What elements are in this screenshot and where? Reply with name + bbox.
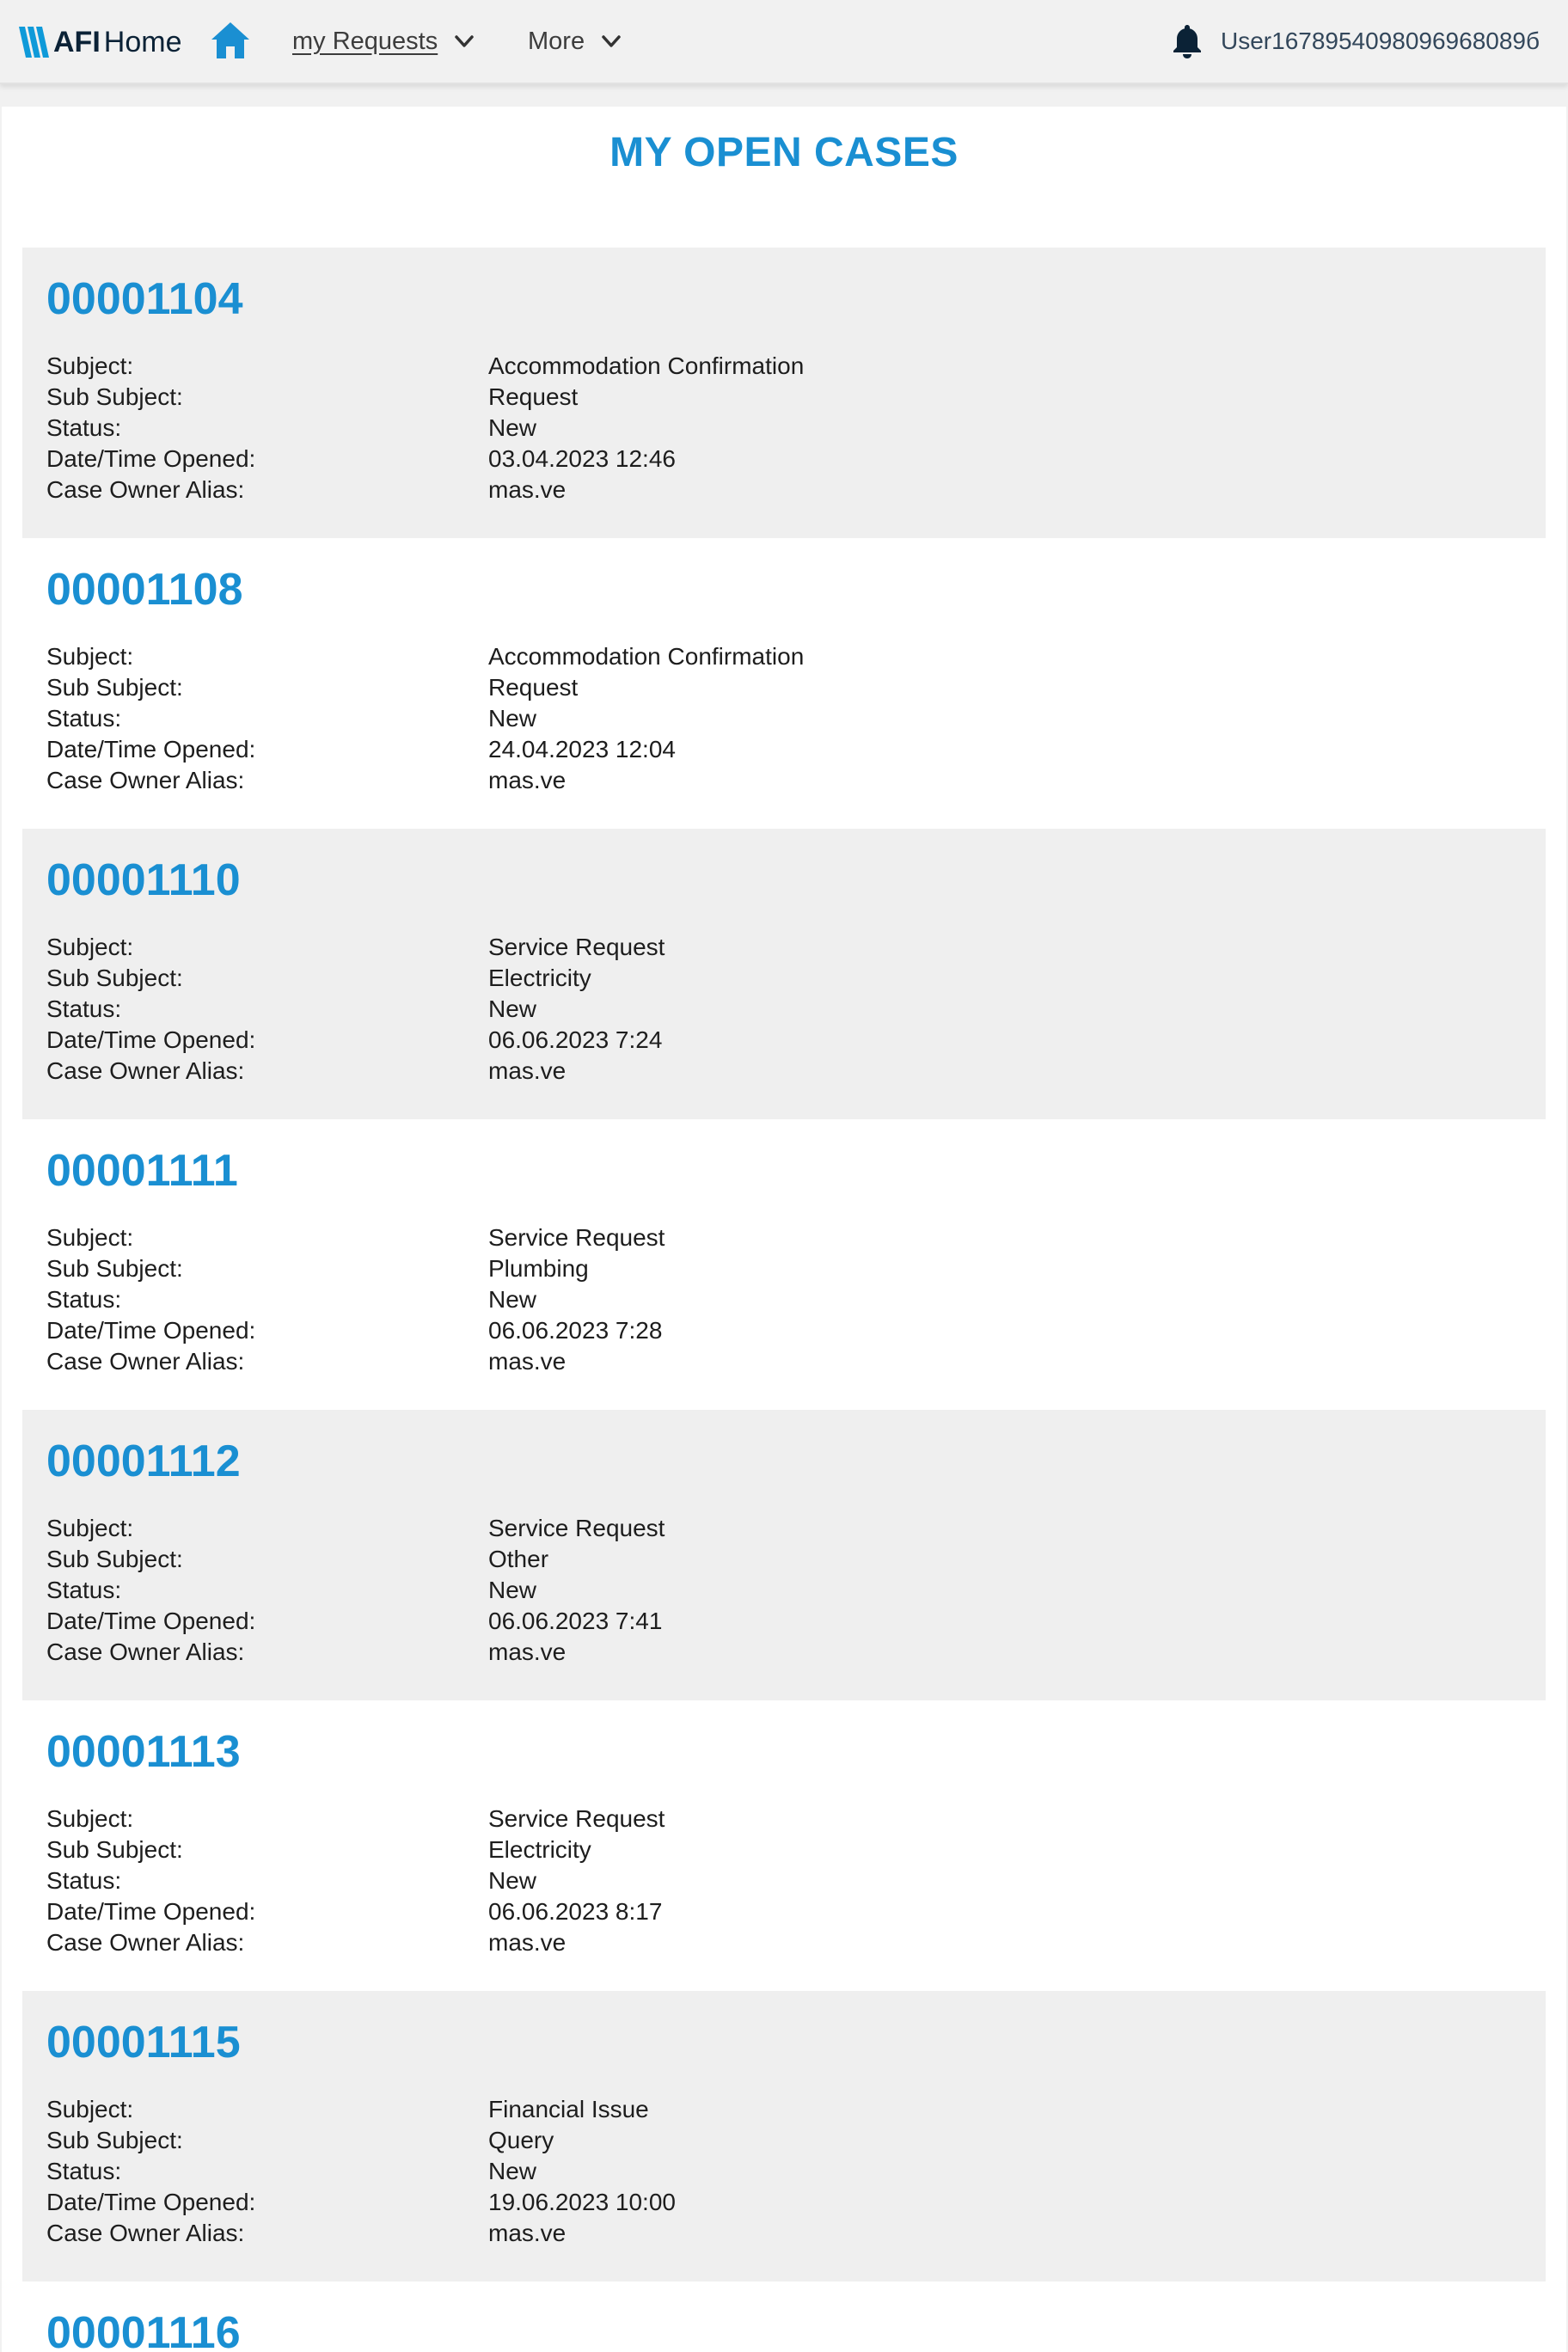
case-number-link[interactable]: 00001116 <box>46 2308 241 2352</box>
user-name[interactable]: User1678954098096968089б <box>1221 28 1540 54</box>
field-row-status <box>46 994 1508 1025</box>
chevron-down-icon <box>600 30 622 52</box>
owner-label: Case Owner Alias: <box>46 2220 245 2246</box>
sub-subject-value: Electricity <box>488 1836 591 1863</box>
owner-label: Case Owner Alias: <box>46 1348 245 1375</box>
field-row-sub-subject <box>46 1834 1508 1865</box>
top-navigation-bar <box>0 0 1568 84</box>
field-row-subject <box>46 2094 1508 2125</box>
opened-value: 24.04.2023 12:04 <box>488 736 676 763</box>
status-label: Status: <box>46 1867 122 1894</box>
status-value: New <box>488 1867 537 1894</box>
field-row-status <box>46 1575 1508 1606</box>
field-row-owner <box>46 1637 1508 1668</box>
owner-label: Case Owner Alias: <box>46 476 245 503</box>
case-card <box>22 248 1546 538</box>
field-row-opened <box>46 1606 1508 1637</box>
nav-more[interactable] <box>528 24 622 58</box>
sub-subject-value: Request <box>488 383 579 410</box>
field-row-status <box>46 2156 1508 2187</box>
field-row-status <box>46 1284 1508 1315</box>
status-label: Status: <box>46 2158 122 2184</box>
case-number-link[interactable]: 00001113 <box>46 1727 241 1777</box>
status-label: Status: <box>46 1286 122 1313</box>
field-row-owner <box>46 1927 1508 1958</box>
case-card <box>22 829 1546 1119</box>
case-fields <box>46 1222 1508 1377</box>
chevron-down-icon <box>453 30 475 52</box>
owner-label: Case Owner Alias: <box>46 1057 245 1084</box>
owner-label: Case Owner Alias: <box>46 767 245 793</box>
sub-subject-value: Other <box>488 1546 549 1572</box>
sub-subject-label: Sub Subject: <box>46 965 183 991</box>
owner-value: mas.ve <box>488 1057 567 1084</box>
sub-subject-label: Sub Subject: <box>46 1546 183 1572</box>
afi-logo-icon <box>19 25 50 59</box>
field-row-opened <box>46 1896 1508 1927</box>
status-value: New <box>488 705 537 732</box>
case-card <box>22 1700 1546 1991</box>
status-label: Status: <box>46 995 122 1022</box>
case-fields <box>46 351 1508 505</box>
field-row-subject <box>46 1513 1508 1544</box>
case-fields <box>46 932 1508 1087</box>
field-row-owner <box>46 475 1508 505</box>
case-card <box>22 1991 1546 2282</box>
opened-label: Date/Time Opened: <box>46 445 256 472</box>
logo-home-text: Home <box>103 26 182 58</box>
owner-value: mas.ve <box>488 476 567 503</box>
case-number-link[interactable]: 00001110 <box>46 855 241 905</box>
owner-value: mas.ve <box>488 2220 567 2246</box>
subject-value: Accommodation Confirmation <box>488 643 805 670</box>
opened-value: 19.06.2023 10:00 <box>488 2189 676 2215</box>
field-row-opened <box>46 734 1508 765</box>
opened-label: Date/Time Opened: <box>46 1898 256 1925</box>
owner-value: mas.ve <box>488 1348 567 1375</box>
status-label: Status: <box>46 414 122 441</box>
field-row-sub-subject <box>46 2125 1508 2156</box>
status-value: New <box>488 2158 537 2184</box>
field-row-owner <box>46 1346 1508 1377</box>
owner-value: mas.ve <box>488 767 567 793</box>
status-value: New <box>488 1286 537 1313</box>
case-number-link[interactable]: 00001115 <box>46 2018 241 2067</box>
case-number-link[interactable]: 00001104 <box>46 274 243 324</box>
case-card <box>22 1119 1546 1410</box>
opened-value: 06.06.2023 7:24 <box>488 1026 663 1053</box>
field-row-subject <box>46 1804 1508 1834</box>
subject-label: Subject: <box>46 643 134 670</box>
subject-value: Service Request <box>488 1515 665 1541</box>
subject-label: Subject: <box>46 352 134 379</box>
subject-value: Service Request <box>488 1805 665 1832</box>
field-row-status <box>46 413 1508 444</box>
field-row-sub-subject <box>46 1544 1508 1575</box>
nav-my-requests-label: my Requests <box>292 28 438 55</box>
field-row-status <box>46 1865 1508 1896</box>
sub-subject-label: Sub Subject: <box>46 383 183 410</box>
case-card <box>22 538 1546 829</box>
opened-value: 06.06.2023 7:28 <box>488 1317 663 1344</box>
nav-my-requests[interactable] <box>292 24 475 58</box>
opened-label: Date/Time Opened: <box>46 2189 256 2215</box>
status-label: Status: <box>46 705 122 732</box>
field-row-opened <box>46 1315 1508 1346</box>
case-fields <box>46 641 1508 796</box>
sub-subject-value: Request <box>488 674 579 701</box>
status-value: New <box>488 414 537 441</box>
afi-home-logo[interactable] <box>19 24 181 60</box>
case-fields <box>46 2094 1508 2249</box>
main-content-panel <box>2 107 1566 2352</box>
bell-icon[interactable] <box>1169 22 1205 60</box>
logo-brand-text: AFI <box>53 26 101 58</box>
subject-value: Service Request <box>488 1224 665 1251</box>
case-number-link[interactable]: 00001108 <box>46 565 243 615</box>
sub-subject-label: Sub Subject: <box>46 1255 183 1282</box>
sub-subject-label: Sub Subject: <box>46 674 183 701</box>
subject-label: Subject: <box>46 2096 134 2122</box>
field-row-sub-subject <box>46 963 1508 994</box>
opened-value: 06.06.2023 8:17 <box>488 1898 663 1925</box>
case-card <box>22 2282 1546 2352</box>
field-row-opened <box>46 444 1508 475</box>
opened-label: Date/Time Opened: <box>46 1026 256 1053</box>
owner-value: mas.ve <box>488 1638 567 1665</box>
subject-label: Subject: <box>46 1515 134 1541</box>
field-row-subject <box>46 641 1508 672</box>
subject-label: Subject: <box>46 1805 134 1832</box>
status-value: New <box>488 1577 537 1603</box>
opened-label: Date/Time Opened: <box>46 1608 256 1634</box>
sub-subject-label: Sub Subject: <box>46 2127 183 2153</box>
field-row-opened <box>46 1025 1508 1056</box>
owner-value: mas.ve <box>488 1929 567 1956</box>
field-row-subject <box>46 1222 1508 1253</box>
field-row-opened <box>46 2187 1508 2218</box>
field-row-status <box>46 703 1508 734</box>
subject-value: Accommodation Confirmation <box>488 352 805 379</box>
field-row-sub-subject <box>46 672 1508 703</box>
field-row-subject <box>46 932 1508 963</box>
nav-more-label: More <box>528 28 585 55</box>
subject-value: Service Request <box>488 934 665 960</box>
case-fields <box>46 1804 1508 1958</box>
page-title: MY OPEN CASES <box>609 130 959 175</box>
field-row-owner <box>46 765 1508 796</box>
opened-value: 06.06.2023 7:41 <box>488 1608 663 1634</box>
case-list <box>22 248 1546 2352</box>
field-row-sub-subject <box>46 382 1508 413</box>
status-value: New <box>488 995 537 1022</box>
subject-label: Subject: <box>46 1224 134 1251</box>
subject-value: Financial Issue <box>488 2096 649 2122</box>
opened-value: 03.04.2023 12:46 <box>488 445 676 472</box>
case-card <box>22 1410 1546 1700</box>
field-row-sub-subject <box>46 1253 1508 1284</box>
case-fields <box>46 1513 1508 1668</box>
status-label: Status: <box>46 1577 122 1603</box>
home-icon[interactable] <box>209 19 252 62</box>
case-number-link[interactable]: 00001112 <box>46 1436 241 1486</box>
opened-label: Date/Time Opened: <box>46 1317 256 1344</box>
sub-subject-value: Electricity <box>488 965 591 991</box>
owner-label: Case Owner Alias: <box>46 1638 245 1665</box>
case-number-link[interactable]: 00001111 <box>46 1146 238 1196</box>
opened-label: Date/Time Opened: <box>46 736 256 763</box>
sub-subject-value: Query <box>488 2127 554 2153</box>
owner-label: Case Owner Alias: <box>46 1929 245 1956</box>
sub-subject-label: Sub Subject: <box>46 1836 183 1863</box>
subject-label: Subject: <box>46 934 134 960</box>
field-row-owner <box>46 1056 1508 1087</box>
field-row-owner <box>46 2218 1508 2249</box>
sub-subject-value: Plumbing <box>488 1255 589 1282</box>
field-row-subject <box>46 351 1508 382</box>
